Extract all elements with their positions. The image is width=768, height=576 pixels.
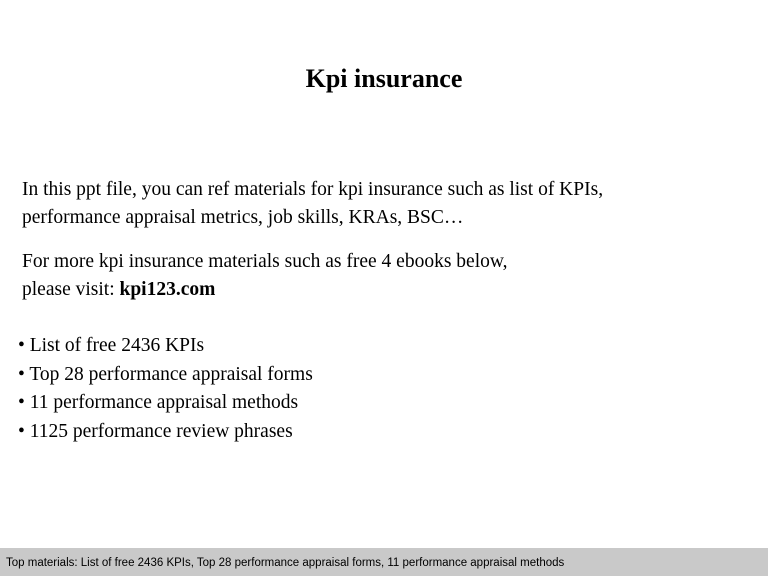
list-item: • Top 28 performance appraisal forms: [18, 363, 313, 385]
visit-prefix: please visit:: [22, 279, 120, 300]
list-item: • 1125 performance review phrases: [18, 420, 293, 442]
intro-line-1: In this ppt file, you can ref materials for kpi insurance such as list of KPIs,: [22, 179, 604, 200]
intro-line-2: performance appraisal metrics, job skills, KRAs, BSC…: [22, 207, 464, 228]
footer-bar: [0, 548, 768, 576]
slide-title: Kpi insurance: [305, 64, 463, 93]
kpi123-link[interactable]: kpi123.com: [119, 279, 216, 300]
ebook-list: [18, 332, 313, 446]
intro-paragraph: [22, 176, 752, 232]
list-item: • List of free 2436 KPIs: [18, 335, 205, 356]
list-item: • 11 performance appraisal methods: [18, 392, 299, 413]
more-line-2: [22, 276, 752, 304]
more-line-1: For more kpi insurance materials such as free 4 ebooks below,: [22, 251, 508, 272]
footer-text: Top materials: List of free 2436 KPIs, Top 28 performance appraisal forms, 11 performance appraisal methods: [6, 557, 565, 569]
more-materials-paragraph: [22, 248, 752, 304]
